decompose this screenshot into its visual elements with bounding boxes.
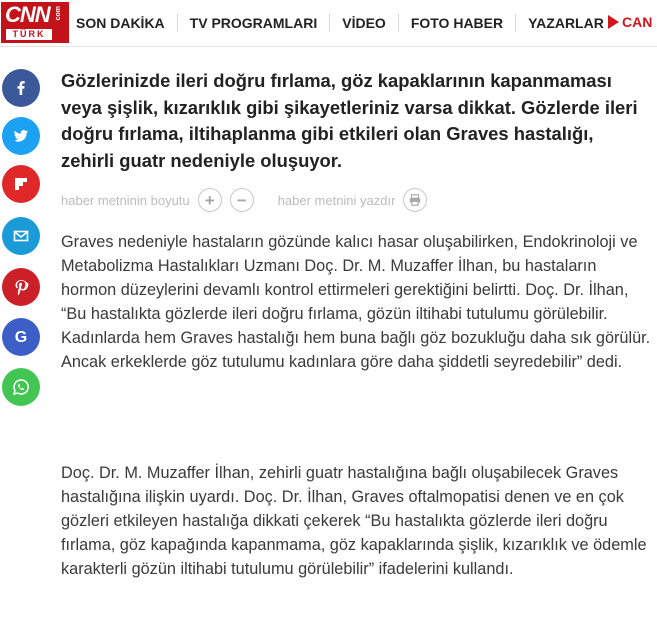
whatsapp-icon bbox=[11, 377, 31, 397]
svg-text:G: G bbox=[14, 329, 28, 346]
font-increase-button[interactable]: + bbox=[198, 188, 222, 212]
top-navigation-bar bbox=[0, 0, 657, 47]
main-menu bbox=[72, 0, 616, 46]
google-icon bbox=[11, 327, 31, 347]
font-size-label: haber metninin boyutu bbox=[61, 192, 190, 208]
nav-yazarlar[interactable]: YAZARLAR bbox=[515, 14, 616, 32]
nav-live-button[interactable] bbox=[608, 14, 652, 30]
email-icon bbox=[11, 226, 31, 246]
article-paragraph-2: Doç. Dr. M. Muzaffer İlhan, zehirli guatr hastalığına bağlı oluşabilecek Graves hastalığına ilişkin uyardı. Doç. Dr. İlhan, Graves oftalmopatisi denen ve en çok gözleri etkileyen hastalığa dikkati çekerek “Bu hastalıkta gözlerde ileri doğru fırlama, göz kapağında kapanmama, göz kapaklarında şişlik, kızarıklık ve ödemle karakterli gözün iltihabi tutulumu görülebilir” ifadelerini kullandı. bbox=[61, 464, 647, 579]
logo-subtitle: TÜRK bbox=[6, 29, 52, 40]
share-pinterest-button[interactable] bbox=[2, 268, 40, 306]
flipboard-icon bbox=[11, 174, 31, 194]
nav-tv-programlari[interactable]: TV PROGRAMLARI bbox=[177, 14, 330, 32]
nav-video[interactable]: VİDEO bbox=[329, 14, 398, 32]
article-lead: Gözlerinizde ileri doğru fırlama, göz kapaklarının kapanmaması veya şişlik, kızarıklık gibi şikayetleriniz varsa dikkat. Gözlerde ileri doğru fırlama, iltihaplanma gibi etkileri olan Graves hastalığı, zehirli guatr nedeniyle oluşuyor. bbox=[61, 70, 638, 171]
article-paragraph-1: Graves nedeniyle hastaların gözünde kalıcı hasar oluşabilirken, Endokrinoloji ve Metabolizma Hastalıkları Uzmanı Doç. Dr. M. Muzaffer İlhan, bu hastaların hormon düzeylerini devamlı kontrol ettirmeleri gerektiğini belirtti. Doç. Dr. İlhan, “Bu hastalıkta gözlerde ileri doğru fırlama, gözün iltihabi tutulumu görülebilir. Kadınlarda hem Graves hastalığı hem buna bağlı göz bozukluğu daha sık görülür. Ancak erkeklerde göz tutulumu kadınlara göre daha şiddetli seyredebilir” dedi. bbox=[61, 233, 651, 372]
share-facebook-button[interactable] bbox=[2, 69, 40, 107]
share-email-button[interactable] bbox=[2, 217, 40, 255]
nav-foto-haber[interactable]: FOTO HABER bbox=[398, 14, 515, 32]
share-google-button[interactable] bbox=[2, 318, 40, 356]
pinterest-icon bbox=[11, 277, 31, 297]
article-tools bbox=[61, 186, 427, 214]
print-button[interactable] bbox=[403, 188, 427, 212]
nav-son-dakika[interactable]: SON DAKİKA bbox=[76, 15, 165, 31]
printer-icon bbox=[408, 193, 422, 207]
live-label: CAN bbox=[622, 14, 653, 30]
logo-suffix: com bbox=[55, 6, 62, 21]
share-flipboard-button[interactable] bbox=[2, 165, 40, 203]
cnn-turk-logo[interactable] bbox=[1, 2, 69, 43]
play-icon bbox=[608, 15, 619, 29]
logo-wordmark: CNN bbox=[5, 2, 50, 27]
share-twitter-button[interactable] bbox=[2, 117, 40, 155]
font-decrease-button[interactable]: − bbox=[230, 188, 254, 212]
facebook-icon bbox=[11, 78, 31, 98]
print-label[interactable]: haber metnini yazdır bbox=[277, 192, 396, 208]
share-whatsapp-button[interactable] bbox=[2, 368, 40, 406]
twitter-icon bbox=[11, 126, 31, 146]
